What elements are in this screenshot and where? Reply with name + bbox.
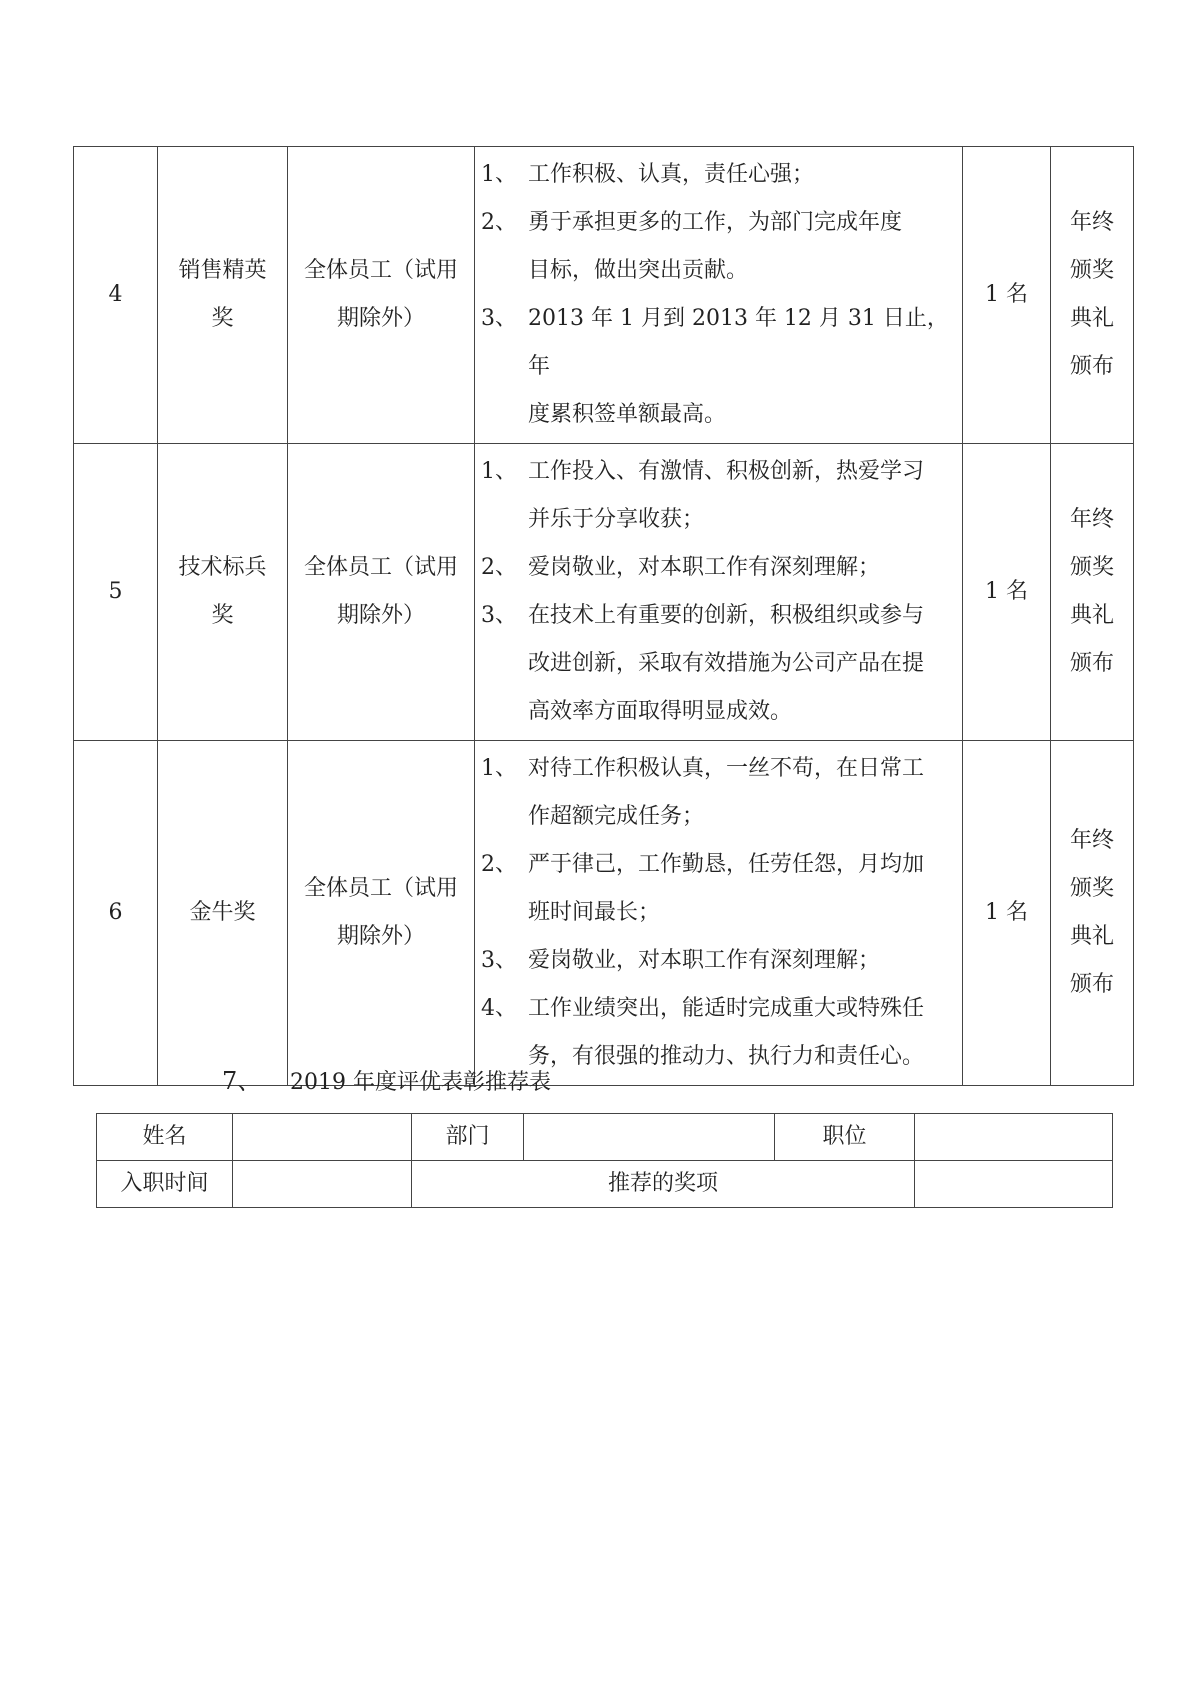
award-time-line: 颁奖 bbox=[1069, 258, 1114, 283]
award-number: 4 bbox=[74, 147, 158, 444]
criteria-item bbox=[481, 745, 956, 841]
criteria-item bbox=[481, 592, 956, 736]
position-label: 职位 bbox=[775, 1114, 915, 1161]
criteria-text bbox=[528, 592, 956, 736]
award-time-line: 年终 bbox=[1069, 210, 1114, 235]
eligibility-line: 期除外） bbox=[336, 603, 425, 628]
award-criteria-body bbox=[74, 147, 1134, 1086]
award-quota: 1 名 bbox=[963, 147, 1051, 444]
criteria-number: 2、 bbox=[481, 210, 517, 235]
award-number: 6 bbox=[74, 741, 158, 1086]
department-field[interactable] bbox=[524, 1114, 775, 1161]
criteria-line: 作超额完成任务； bbox=[528, 804, 705, 829]
criteria-line: 改进创新，采取有效措施为公司产品在提 bbox=[528, 651, 925, 676]
criteria-line: 务，有很强的推动力、执行力和责任心。 bbox=[528, 1044, 925, 1069]
award-time-line: 颁布 bbox=[1069, 651, 1114, 676]
criteria-line: 2013 年 1 月到 2013 年 12 月 31 日止，年 bbox=[528, 306, 949, 379]
criteria-text bbox=[528, 295, 956, 439]
award-time-line: 典礼 bbox=[1069, 603, 1114, 628]
eligibility-line: 全体员工（试用 bbox=[303, 555, 458, 580]
eligibility-line: 全体员工（试用 bbox=[303, 876, 458, 901]
position-field[interactable] bbox=[915, 1114, 1113, 1161]
criteria-item bbox=[481, 448, 956, 544]
recommended-award-label: 推荐的奖项 bbox=[412, 1161, 915, 1208]
form-row-1 bbox=[97, 1114, 1113, 1161]
award-quota: 1 名 bbox=[963, 741, 1051, 1086]
criteria-number: 1、 bbox=[481, 162, 517, 187]
award-eligibility bbox=[288, 147, 475, 444]
name-label: 姓名 bbox=[97, 1114, 233, 1161]
criteria-line: 并乐于分享收获； bbox=[528, 507, 705, 532]
criteria-number: 4、 bbox=[481, 996, 517, 1021]
award-criteria bbox=[475, 444, 963, 741]
criteria-text bbox=[528, 985, 956, 1081]
award-row bbox=[74, 444, 1134, 741]
criteria-text bbox=[528, 841, 956, 937]
criteria-line: 工作业绩突出，能适时完成重大或特殊任 bbox=[528, 996, 925, 1021]
criteria-text bbox=[528, 745, 956, 841]
criteria-line: 在技术上有重要的创新，积极组织或参与 bbox=[528, 603, 925, 628]
form-heading-title: 2019 年度评优表彰推荐表 bbox=[290, 1070, 551, 1095]
award-time bbox=[1051, 741, 1134, 1086]
criteria-text bbox=[528, 151, 956, 199]
criteria-item bbox=[481, 151, 956, 199]
award-quota: 1 名 bbox=[963, 444, 1051, 741]
award-name-line: 奖 bbox=[211, 603, 234, 628]
criteria-number: 1、 bbox=[481, 459, 517, 484]
award-criteria bbox=[475, 741, 963, 1086]
award-time-line: 年终 bbox=[1069, 828, 1114, 853]
criteria-item bbox=[481, 841, 956, 937]
criteria-text bbox=[528, 199, 956, 295]
criteria-number: 2、 bbox=[481, 555, 517, 580]
criteria-line: 爱岗敬业，对本职工作有深刻理解； bbox=[528, 948, 881, 973]
criteria-item bbox=[481, 937, 956, 985]
criteria-line: 勇于承担更多的工作，为部门完成年度 bbox=[528, 210, 903, 235]
award-criteria-table bbox=[73, 146, 1134, 1086]
award-name bbox=[158, 444, 288, 741]
criteria-line: 工作积极、认真，责任心强； bbox=[528, 162, 815, 187]
criteria-line: 工作投入、有激情、积极创新，热爱学习 bbox=[528, 459, 925, 484]
award-name-line: 技术标兵 bbox=[178, 555, 267, 580]
criteria-text bbox=[528, 937, 956, 985]
eligibility-line: 全体员工（试用 bbox=[303, 258, 458, 283]
award-name bbox=[158, 741, 288, 1086]
hire-date-label: 入职时间 bbox=[97, 1161, 233, 1208]
form-heading-number: 7、 bbox=[222, 1067, 262, 1095]
recommended-award-field[interactable] bbox=[915, 1161, 1113, 1208]
award-time-line: 典礼 bbox=[1069, 306, 1114, 331]
award-row bbox=[74, 741, 1134, 1086]
criteria-line: 度累积签单额最高。 bbox=[528, 402, 727, 427]
award-time bbox=[1051, 147, 1134, 444]
award-time-line: 颁奖 bbox=[1069, 555, 1114, 580]
award-criteria bbox=[475, 147, 963, 444]
criteria-text bbox=[528, 448, 956, 544]
criteria-item bbox=[481, 544, 956, 592]
criteria-item bbox=[481, 985, 956, 1081]
award-name-line: 金牛奖 bbox=[189, 900, 256, 925]
award-time-line: 典礼 bbox=[1069, 924, 1114, 949]
eligibility-line: 期除外） bbox=[336, 306, 425, 331]
award-number: 5 bbox=[74, 444, 158, 741]
award-name-line: 奖 bbox=[211, 306, 234, 331]
form-row-2 bbox=[97, 1161, 1113, 1208]
criteria-text bbox=[528, 544, 956, 592]
criteria-number: 3、 bbox=[481, 948, 517, 973]
department-label: 部门 bbox=[412, 1114, 524, 1161]
award-name bbox=[158, 147, 288, 444]
hire-date-field[interactable] bbox=[233, 1161, 412, 1208]
award-eligibility bbox=[288, 444, 475, 741]
award-time-line: 颁布 bbox=[1069, 972, 1114, 997]
recommendation-form bbox=[96, 1113, 1113, 1208]
criteria-number: 3、 bbox=[481, 603, 517, 628]
criteria-line: 严于律己，工作勤恳，任劳任怨，月均加 bbox=[528, 852, 925, 877]
eligibility-line: 期除外） bbox=[336, 924, 425, 949]
criteria-item bbox=[481, 199, 956, 295]
criteria-number: 1、 bbox=[481, 756, 517, 781]
criteria-number: 3、 bbox=[481, 306, 517, 331]
award-time-line: 颁布 bbox=[1069, 354, 1114, 379]
form-heading bbox=[222, 1064, 551, 1100]
criteria-item bbox=[481, 295, 956, 439]
award-row bbox=[74, 147, 1134, 444]
criteria-line: 目标，做出突出贡献。 bbox=[528, 258, 749, 283]
name-field[interactable] bbox=[233, 1114, 412, 1161]
award-eligibility bbox=[288, 741, 475, 1086]
criteria-line: 班时间最长； bbox=[528, 900, 661, 925]
criteria-line: 高效率方面取得明显成效。 bbox=[528, 699, 793, 724]
award-name-line: 销售精英 bbox=[178, 258, 267, 283]
award-time bbox=[1051, 444, 1134, 741]
award-time-line: 颁奖 bbox=[1069, 876, 1114, 901]
criteria-line: 对待工作积极认真，一丝不苟，在日常工 bbox=[528, 756, 925, 781]
criteria-number: 2、 bbox=[481, 852, 517, 877]
criteria-line: 爱岗敬业，对本职工作有深刻理解； bbox=[528, 555, 881, 580]
award-time-line: 年终 bbox=[1069, 507, 1114, 532]
